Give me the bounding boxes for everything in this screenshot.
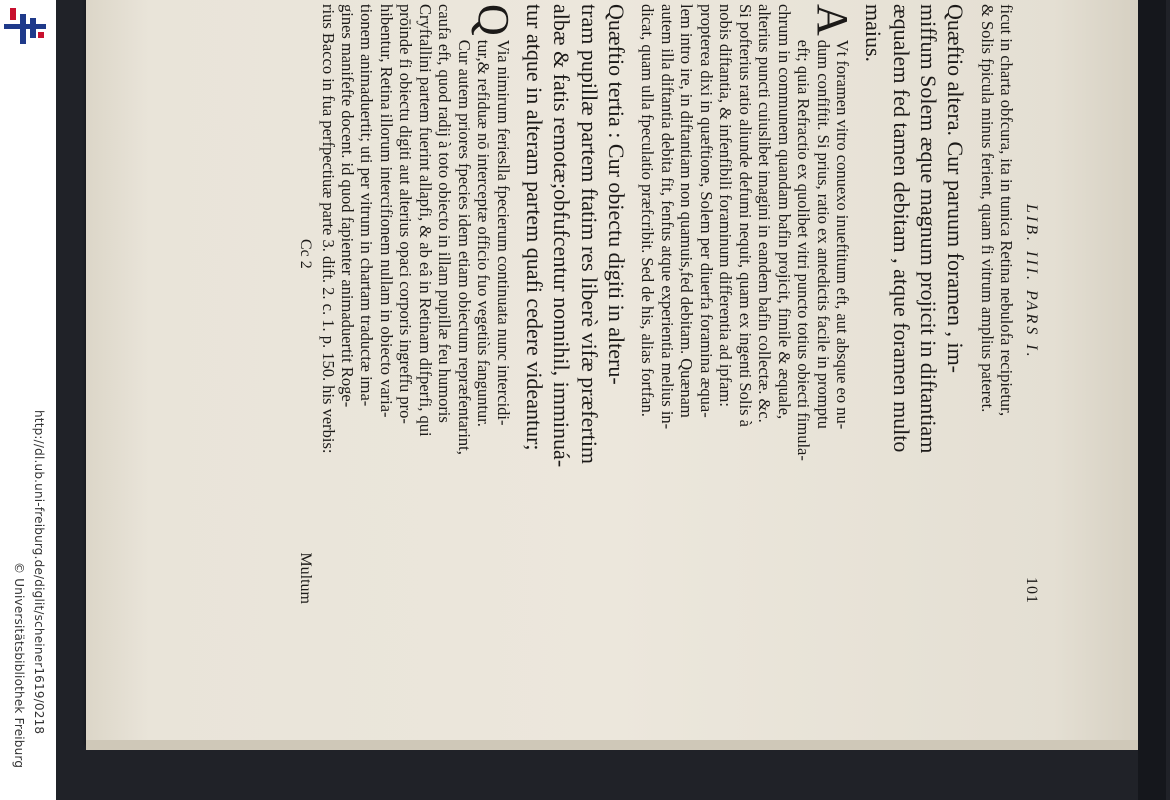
text-line-content: rius Bacco in fua perfpectiuæ parte 3. dift. 2. c. 1. p. 150. his verbis: [318, 4, 338, 454]
copyright-text: © Universitätsbibliothek Freiburg [12, 562, 26, 769]
printer-signature: Cc 2 [297, 239, 315, 269]
text-line-content: caufa eft, quod radij à toto obiecto in illam pupillæ feu humoris [435, 4, 455, 423]
text-line-content: dicat, quam ulla fpeculatio præfcribit. Sed de his, alias fortfan. [638, 4, 658, 417]
text-line [657, 4, 676, 604]
text-line [774, 4, 793, 604]
text-line-content: gines manifefte docent. id quod fapienter animaduertit Roge- [338, 4, 358, 408]
drop-cap: Q [468, 4, 518, 36]
text-line [977, 4, 996, 604]
text-line-content: prōinde fi obiectu digiti aut alterius opaci corporis ingreffu pro- [396, 4, 416, 424]
text-line [474, 4, 493, 604]
text-line-content: ficut in charta obfcura, ita in tunica Retina nebulofa recipietur, [997, 4, 1016, 417]
text-line-content: Quæftio tertia : Cur obiectu digiti in alteru- [603, 4, 629, 385]
page-header [1016, 4, 1042, 604]
text-line-content: Vt foramen vitro conuexo inueftitum eft, aut absque eo nu- [833, 39, 852, 430]
text-line [638, 4, 657, 604]
text-line [677, 4, 696, 604]
sidebar-strip [0, 0, 56, 800]
running-head: LIB. III. PARS I. [1023, 204, 1040, 360]
drop-cap: A [808, 4, 857, 36]
source-url-text[interactable]: http://dl.ub.uni-freiburg.de/diglit/scheiner1619/0218 [32, 410, 46, 735]
text-line-content: nobis diftantia, & infenfibili foraminum differentia ad ipfam: [716, 4, 736, 407]
text-line [415, 4, 434, 604]
text-line-content: dum confiftit. Si prius, ratio ex antedictis facile in promptu [813, 39, 833, 429]
text-line-content: tur,& refiduæ nō interceptæ officio fuo vegetiùs fanguntur. [474, 39, 494, 427]
text-line-content: Quæftio altera. Cur paruum foramen , im- [943, 4, 969, 374]
paragraph-gap [969, 4, 977, 604]
text-line [603, 4, 630, 604]
text-line-content: & Solis fpicula minus ferient, quam fi vitrum amplius pateret. [977, 4, 997, 413]
text-line [735, 4, 754, 604]
page-number: 101 [1023, 577, 1040, 604]
text-line [377, 4, 396, 604]
text-line [942, 4, 969, 604]
text-line-content: albæ & fatis remotæ;obfufcentur nonnihil, imminuá- [549, 4, 575, 468]
text-line [696, 4, 715, 604]
text-line [435, 4, 454, 604]
text-line [794, 4, 813, 604]
text-line-content: miffum Solem æque magnum projicit in diftantiam [915, 4, 941, 454]
page-text-block [112, 4, 1042, 604]
paragraph-gap [630, 4, 638, 604]
text-line-content: hibentur, Retina illorum intercifionem nullam in obiecto varia- [376, 4, 396, 418]
text-line [318, 4, 337, 604]
text-line-content: Si pofterius ratio aliunde defumi nequit, quam ex ingenti Solis à [735, 4, 755, 427]
paper-bottom-edge [86, 740, 1138, 750]
text-line-content: eft; quia Refractio ex quolibet vitri puncto totius obiecti fimula- [794, 39, 814, 461]
catchword: Multum [297, 552, 315, 604]
text-line [716, 4, 735, 604]
text-line-content: maius. [861, 4, 887, 63]
text-line-content: propterea dixi in quæftione, Solem per diuerfa foramina æqua- [696, 4, 716, 418]
text-line-content: autem illa diftantia debita fit, fenfus atque experientia melius in- [657, 4, 677, 430]
text-line [338, 4, 357, 604]
text-line [997, 4, 1016, 604]
text-line [860, 4, 887, 604]
text-line-content: alterius puncti cuiuslibet imagini in eandem bafin collectæ. &c. [755, 4, 775, 423]
text-line [548, 4, 575, 604]
paragraph-gap [513, 4, 521, 604]
text-line [575, 4, 602, 604]
text-line-content: æqualem fed tamen debitam , atque foramen multo [888, 4, 914, 453]
text-line-content: tionem animaduertit; uti per vitrum in chartam traductæ ima- [357, 4, 377, 407]
text-line-content: lem intro ire, in diftantiam non quamuis,fed debitam. Quænam [677, 4, 697, 418]
text-line [887, 4, 914, 604]
paragraph-gap [852, 4, 860, 604]
university-logo-icon [4, 8, 46, 48]
text-line-content: tur atque in alteram partem quafi cedere videantur; [522, 4, 548, 451]
text-line-content: Cur autem priores fpecies idem etiam obiectum repræfentarint, [454, 39, 474, 455]
text-line [755, 4, 774, 604]
text-line-content: Cryftallini partem fuerint allapfi, & ab eâ in Retinam difperfi, qui [415, 4, 435, 437]
text-line [521, 4, 548, 604]
scan-right-border [1138, 0, 1166, 800]
text-line [454, 4, 473, 604]
text-line-content: chrum in communem quandam bafin projicit, fimile & æquale, [774, 4, 794, 420]
text-line [396, 4, 415, 604]
page-body [318, 4, 1016, 604]
text-line-content: tram pupillæ partem ftatim res liberè vifæ præfertim [576, 4, 602, 465]
text-line [813, 4, 832, 604]
text-line-content: Via nimirum ferieslla fpecierum continuata nunc intercidi- [493, 39, 513, 426]
text-line [357, 4, 376, 604]
text-line [915, 4, 942, 604]
